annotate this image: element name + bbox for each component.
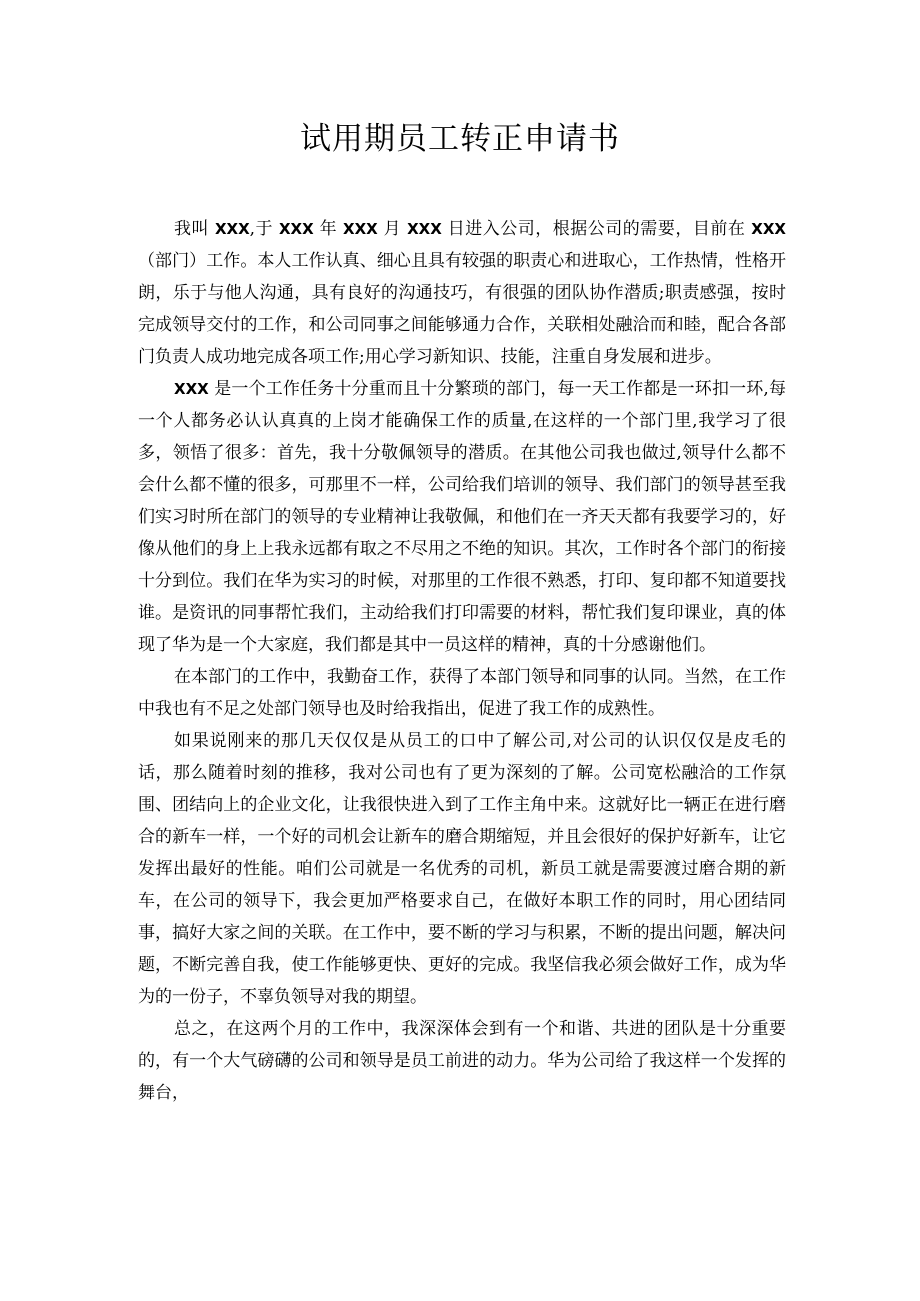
paragraph-text: （部门）工作。本人工作认真、细心且具有较强的职责心和进取心，工作热情，性格开朗，乐于与他人沟通，具有良好的沟通技巧，有很强的团队协作潜质;职责感强，按时完成领导交付的工作，和公司同事之间能够通力合作，关联相处融洽而和睦，配合各部门负责人成功地完成各项工作;用心学习新知识、技能，注重自身发展和进步。 [138,251,786,367]
placeholder-code: XXX [278,220,314,238]
paragraph-text: 在本部门的工作中，我勤奋工作，获得了本部门领导和同事的认同。当然，在工作中我也有不足之处部门领导也及时给我指出，促进了我工作的成熟性。 [138,667,786,719]
document-body [138,213,786,1109]
placeholder-code: XXX [214,220,250,238]
body-paragraph [138,373,786,661]
paragraph-text: 总之，在这两个月的工作中，我深深体会到有一个和谐、共进的团队是十分重要的，有一个大气磅礴的公司和领导是员工前进的动力。华为公司给了我这样一个发挥的舞台， [138,1019,786,1103]
body-paragraph [138,725,786,1013]
paragraph-text: 如果说刚来的那几天仅仅是从员工的口中了解公司,对公司的认识仅仅是皮毛的话，那么随着时刻的推移，我对公司也有了更为深刻的了解。公司宽松融洽的工作氛围、团结向上的企业文化，让我很快进入到了工作主角中来。这就好比一辆正在进行磨合的新车一样，一个好的司机会让新车的磨合期缩短，并且会很好的保护好新车，让它发挥出最好的性能。咱们公司就是一名优秀的司机，新员工就是需要渡过磨合期的新车，在公司的领导下，我会更加严格要求自己，在做好本职工作的同时，用心团结同事，搞好大家之间的关联。在工作中，要不断的学习与积累，不断的提出问题，解决问题，不断完善自我，使工作能够更快、更好的完成。我坚信我必须会做好工作，成为华为的一份子，不辜负领导对我的期望。 [138,731,786,1007]
placeholder-code: XXX [751,220,786,238]
paragraph-text: 月 [377,219,408,239]
body-paragraph [138,213,786,373]
paragraph-text: 我叫 [174,219,215,239]
paragraph-text: ,于 [249,219,279,239]
body-paragraph [138,661,786,725]
placeholder-code: XXX [174,380,209,398]
placeholder-code: XXX [407,220,442,238]
paragraph-text: 是一个工作任务十分重而且十分繁琐的部门，每一天工作都是一环扣一环,每一个人都务必认认真真的上岗才能确保工作的质量,在这样的一个部门里,我学习了很多，领悟了很多：首先，我十分敬佩领导的潜质。在其他公司我也做过,领导什么都不会什么都不懂的很多，可那里不一样，公司给我们培训的领导、我们部门的领导甚至我们实习时所在部门的领导的专业精神让我敬佩，和他们在一齐天天都有我要学习的，好像从他们的身上上我永远都有取之不尽用之不绝的知识。其次，工作时各个部门的衔接十分到位。我们在华为实习的时候，对那里的工作很不熟悉，打印、复印都不知道要找谁。是资讯的同事帮忙我们，主动给我们打印需要的材料，帮忙我们复印课业，真的体现了华为是一个大家庭，我们都是其中一员这样的精神，真的十分感谢他们。 [138,379,786,655]
paragraph-text: 日进入公司，根据公司的需要，目前在 [441,219,752,239]
document-title: 试用期员工转正申请书 [300,121,620,157]
placeholder-code: XXX [343,220,378,238]
body-paragraph [138,1013,786,1109]
paragraph-text: 年 [313,219,344,239]
